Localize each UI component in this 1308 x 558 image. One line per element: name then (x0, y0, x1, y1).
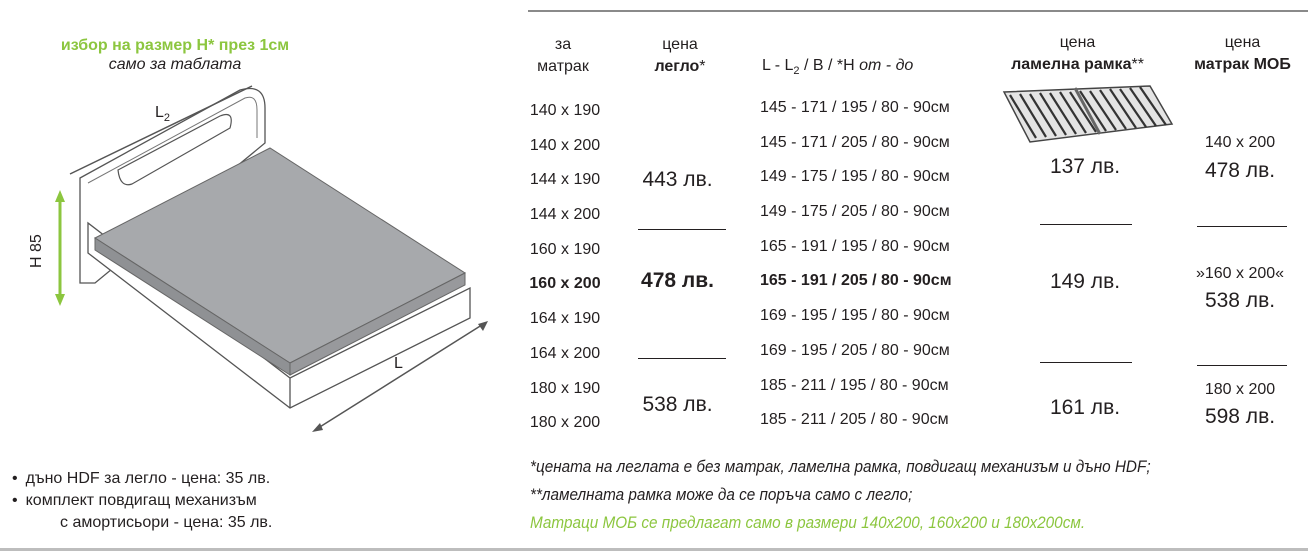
table-row-size: 160 x 190 (529, 240, 601, 258)
table-row-dims: 185 - 211 / 205 / 80 - 90см (760, 411, 949, 429)
note-slat-only-with-bed: **ламелната рамка може да се поръча само с легло; (530, 485, 913, 504)
header-mob-price: цена матрак МОБ (1194, 34, 1291, 73)
mob-price-478: 478 лв. (1204, 159, 1276, 182)
mob-size-180: 180 x 200 (1204, 381, 1276, 398)
bullet-hdf: • дъно HDF за легло - цена: 35 лв. (12, 470, 271, 487)
bed-price-538: 538 лв. (642, 393, 713, 416)
mob-price-538: 538 лв. (1204, 289, 1276, 312)
bullet-lift-cont: с амортисьори - цена: 35 лв. (60, 514, 273, 531)
divider (1197, 226, 1287, 227)
table-row-dims: 185 - 211 / 195 / 80 - 90см (760, 376, 949, 394)
bed-price-443: 443 лв. (642, 168, 713, 191)
table-row-dims: 145 - 171 / 195 / 80 - 90см (760, 99, 950, 116)
table-row-dims: 145 - 171 / 205 / 80 - 90см (760, 133, 950, 151)
size-choice-title: избор на размер Н* през 1см (60, 37, 290, 54)
header-mattress: за матрак (537, 36, 589, 75)
slat-price-161: 161 лв. (1049, 396, 1121, 419)
table-row-size: 140 x 190 (529, 102, 601, 119)
bed-price-478: 478 лв. (641, 269, 714, 292)
table-row-size: 144 x 200 (529, 206, 601, 224)
bed-drawing (40, 78, 500, 438)
dimensions-column (760, 97, 990, 444)
slat-price-149: 149 лв. (1049, 270, 1121, 293)
slat-price-137: 137 лв. (1049, 155, 1121, 178)
dim-l-label: L (394, 355, 403, 372)
divider (1197, 365, 1287, 366)
mob-size-160: »160 x 200« (1195, 265, 1285, 282)
dim-l2-label: $L_2$ (155, 104, 171, 125)
sizes-column (520, 100, 610, 447)
header-dimensions: L - $L_2$ / B / *H от - до (762, 57, 914, 78)
note-price-excludes: *цената на леглата е без матрак, ламелна рамка, повдигащ механизъм и дъно HDF; (530, 457, 1151, 476)
slat-frame-image (1000, 84, 1175, 146)
table-row-size: 180 x 200 (529, 414, 601, 432)
divider (638, 358, 726, 359)
header-bed-price: цена легло* (654, 36, 706, 75)
divider (1040, 362, 1132, 363)
table-row-size: 140 x 200 (529, 136, 601, 154)
table-row-size: 164 x 190 (529, 310, 601, 328)
bottom-divider (0, 548, 1308, 551)
table-row-size: 144 x 190 (529, 171, 601, 189)
mob-price-598: 598 лв. (1204, 405, 1276, 428)
table-row-size: 180 x 190 (529, 379, 601, 397)
table-row-dims: 149 - 175 / 205 / 80 - 90см (760, 203, 950, 221)
table-row-dims: 165 - 191 / 195 / 80 - 90см (760, 237, 950, 255)
table-row-dims: 169 - 195 / 205 / 80 - 90см (760, 341, 950, 359)
bullet-lift: • комплект повдигащ механизъм (12, 492, 257, 509)
table-row-dims: 165 - 191 / 205 / 80 - 90см (760, 272, 952, 290)
top-divider (528, 10, 1308, 12)
divider (638, 229, 726, 230)
table-row-dims: 149 - 175 / 195 / 80 - 90см (760, 168, 950, 186)
size-choice-subtitle: само за таблата (108, 56, 242, 73)
mob-size-140: 140 x 200 (1204, 134, 1276, 151)
table-row-dims: 169 - 195 / 195 / 80 - 90см (760, 307, 950, 325)
note-mob-sizes: Матраци МОБ се предлагат само в размери 140x200, 160x200 и 180x200см. (530, 513, 1086, 532)
table-row-size: 160 x 200 (529, 275, 601, 293)
table-row-size: 164 x 200 (529, 344, 601, 362)
dim-h-label: H 85 (28, 234, 45, 268)
divider (1040, 224, 1132, 225)
header-slat-price: цена ламелна рамка** (1011, 34, 1144, 73)
